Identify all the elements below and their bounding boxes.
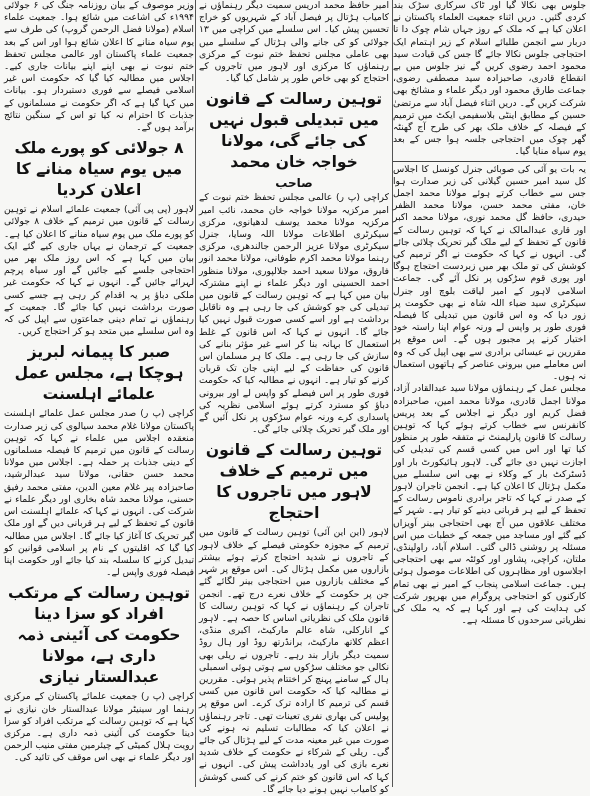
- article-paragraph: لاہور (این این آئی) توہین رسالت کے قانون میں ترمیم کے مجوزہ حکومتی فیصلے کے خلاف لاہور کے تاجروں نے شدید احتجاج کرتے ہوئے بیشتر بازاروں میں مکمل ہڑتال کی۔ اس موقع پر شہر کے مختلف بازاروں میں احتجاجی بینر لگائے گئے جن پر حکومت کے خلاف نعرے درج تھے۔ انجمن تاجران کے رہنماؤں نے کہا کہ توہین رسالت کا قانون ملک کی نظریاتی اساس کا حصہ ہے۔ لاہور کے انارکلی، شاہ عالم مارکیٹ، اکبری منڈی، اعظم کلاتھ مارکیٹ، برانڈرتھ روڈ اور ہال روڈ سمیت دیگر بازار بند رہے۔ تاجروں نے ریلی بھی نکالی جو مختلف سڑکوں سے ہوتی ہوئی اسمبلی ہال کے سامنے پہنچ کر اختتام پذیر ہوئی۔ مقررین نے مطالبہ کیا کہ حکومت اس قانون میں کسی قسم کی ترمیم کا ارادہ ترک کرے۔ اس موقع پر پولیس کی بھاری نفری تعینات تھی۔ تاجر رہنماؤں نے اعلان کیا کہ مطالبات تسلیم نہ ہونے کی صورت میں غیر معینہ مدت کے لیے ہڑتال کی جائے گی۔ ریلی کے شرکاء نے حکومت کے خلاف شدید نعرے بازی کی اور یادداشت پیش کی۔ انہوں نے کہا کہ اس قانون کو ختم کرنے کی کسی کوشش کو کامیاب نہیں ہونے دیا جائے گا۔: [199, 527, 389, 795]
- article-paragraph: کراچی (پ ر) جمعیت علمائے پاکستان کے مرکزی رہنما اور سینیٹر مولانا عبدالستار خان نیازی نے کہا ہے کہ توہین رسالت کے مرتکب افراد کو سزا دینا حکومت کی آئینی ذمہ داری ہے۔ مرکزی رویت ہلال کمیٹی کے چیئرمین مفتی منیب الرحمن اور دیگر علماء نے بھی اس موقف کی تائید کی۔: [4, 691, 194, 764]
- headline: توہین رسالت کے قانون میں ترمیم کے خلاف لاہور میں تاجروں کا احتجاج: [205, 441, 383, 523]
- article-paragraph: کراچی (پ ر) صدر مجلس عمل علمائے اہلسنت پاکستان مولانا غلام محمد سیالوی کی زیر صدارت منعقدہ اجلاس میں علماء نے کہا کہ توہین رسالت کے قانون میں ترمیم کا فیصلہ مسلمانوں کے دینی جذبات پر حملہ ہے۔ اجلاس میں مولانا محمد حسن حقانی، مولانا سید عبدالرشید، صاحبزادہ پیر غلام معین الدین، مفتی محمد رفیق حسنی، مولانا محمد شاہ بخاری اور دیگر علماء نے شرکت کی۔ انہوں نے کہا کہ علمائے اہلسنت اس قانون کے تحفظ کے لیے ہر قربانی دیں گے اور ملک گیر تحریک کا آغاز کیا جائے گا۔ اجلاس میں مطالبہ کیا گیا کہ اقلیتوں کے نام پر اسلامی قوانین کو تبدیل کرنے کا سلسلہ بند کیا جائے اور حکومت اپنا فیصلہ فوری واپس لے۔: [4, 408, 194, 579]
- article-paragraph: مجلس عمل کے رہنماؤں مولانا سید عبدالقادر آزاد، مولانا اجمل قادری، مولانا محمد امین، صاحبزادہ فضل کریم اور دیگر نے اجلاس کے بعد پریس کانفرنس سے خطاب کرتے ہوئے کہا کہ توہین رسالت کا قانون پارلیمنٹ نے متفقہ طور پر منظور کیا تھا اور اس میں کسی قسم کی تبدیلی کی اجازت نہیں دی جائے گی۔ لاہور ہائیکورٹ بار اور ڈسٹرکٹ بار کے وکلاء نے بھی اس سلسلے میں مکمل ہڑتال کا اعلان کیا ہے۔ انجمن تاجران لاہور کے صدر نے کہا کہ تاجر برادری ناموس رسالت کے تحفظ کے لیے ہر قربانی دینے کو تیار ہے۔ شہر کے مختلف علاقوں میں آج بھی احتجاجی بینر آویزاں کیے گئے اور مساجد میں جمعہ کے خطبات میں اس مسئلہ پر روشنی ڈالی گئی۔ اسلام آباد، راولپنڈی، ملتان، کراچی، پشاور اور کوئٹہ سے بھی احتجاجی اجلاسوں اور مظاہروں کی اطلاعات موصول ہوئی ہیں۔ جماعت اسلامی پنجاب کے امیر نے بھی تمام کارکنوں کو احتجاجی پروگرام میں بھرپور شرکت کی ہدایت کی ہے اور کہا ہے کہ یہ ملک کی نظریاتی سرحدوں کا مسئلہ ہے۔: [393, 383, 586, 627]
- article-paragraph: جلوس بھی نکالا گیا اور ٹاک سرکاری سڑک بند کردی گئیں۔ دریں اثناء جمعیت العلماء پاکستان نے اعلان کیا ہے کہ ملک کے روز جہاں شام چوک دا تا دربار سے انجمن طلبائے اسلام کے زیر اہتمام ایک احتجاجی جلوس نکالا جائے گا جس کی قیادت سید محمود احمد رضوی کریں گے نیز جلوس میں بے انقطاع قادری، صاحبزادہ سید مصطفی رضوی، جماعت طارق محمود اور دیگر علماء و مشائخ بھی شرکت کریں گے۔ دریں اثناء فیصل آباد سے مرتضیٰ حسین کے مطابق اینٹی بلاسفیمی ایکٹ میں ترمیم کے فیصلہ کے خلاف ملک بھر کی طرح آج گھنٹہ گھر چوک میں احتجاجی جلسہ ہوا جس کے بعد یوم سیاہ منایا گیا۔: [393, 0, 586, 158]
- article-paragraph: وزیر موصوف کے بیان روزنامہ جنگ کی ۶ جولائی ۱۹۹۴ء کی اشاعت میں شائع ہوا۔ جمعیت علماء اسلام (مولانا فضل الرحمن گروپ) کی طرف سے یوم سیاہ منانے کا اعلان شائع ہوا اور اس کے بعد جمعیت علماء پاکستان اور عالمی مجلس تحفظ ختم نبوت نے بھی اپنے اپنے بیانات جاری کیے۔ اجلاس میں مطالبہ کیا گیا کہ حکومت اس غیر اسلامی فیصلے سے فوری دستبردار ہو۔ بیانات میں کہا گیا ہے کہ اگر حکومت نے مسلمانوں کے جذبات کا احترام نہ کیا تو اس کے سنگین نتائج برآمد ہوں گے۔: [4, 0, 194, 134]
- headline-suffix: صاحب: [275, 176, 313, 191]
- headline: توہین رسالت کے مرتکب افراد کو سزا دینا حکومت کی آئینی ذمہ داری ہے، مولانا عبدالستار نیازی: [8, 584, 190, 687]
- column-divider: [195, 0, 196, 787]
- article-paragraph: امیر حافظ محمد ادریس سمیت دیگر رہنماؤں نے کامیاب ہڑتال پر فیصل آباد کے شہریوں کو خراج تحسین پیش کیا۔ اس سلسلے میں کراچی میں ۱۳ جولائی کو کی جانے والی ہڑتال کے سلسلے میں بھی عاملی مجلس تحفظ ختم نبوت کے مرکزی رہنماؤں کا مرکزی اور لاہور میں تاجروں کے احتجاج کو بھی خاص طور پر شامل کیا گیا۔: [199, 0, 389, 85]
- headline: ۸ جولائی کو پورے ملک میں یوم سیاہ منانے کا اعلان کردیا: [14, 139, 184, 200]
- left-column: [4, 0, 194, 787]
- article-paragraph: کراچی (پ ر) عالمی مجلس تحفظ ختم نبوت کے امیر مرکزیہ مولانا خواجہ خان محمد، نائب امیر مرکزیہ مولانا محمد یوسف لدھیانوی، مرکزی سیکرٹری اطلاعات مولانا اللہ وسایا، جنرل سیکرٹری مولانا عزیز الرحمن جالندھری، مرکزی رہنما مولانا محمد اکرم طوفانی، مولانا محمد انور فاروق، مولانا سعید احمد جلالپوری، مولانا منظور احمد الحسینی اور دیگر علماء نے اپنے مشترکہ بیان میں کہا ہے کہ توہین رسالت کے قانون میں تبدیلی کی جو کوشش کی جا رہی ہے وہ ناقابل برداشت ہے اور اسے کسی صورت قبول نہیں کیا جائے گا۔ انہوں نے کہا کہ اس قانون کے غلط استعمال کا بہانہ بنا کر اسے غیر مؤثر بنانے کی سازش کی جا رہی ہے۔ ملک کا ہر مسلمان اس قانون کی حفاظت کے لیے اپنی جان تک قربان کرنے کو تیار ہے۔ انہوں نے مطالبہ کیا کہ حکومت فوری طور پر اس فیصلے کو واپس لے اور بیرونی دباؤ کو مسترد کرتے ہوئے اسلامی نظریہ کی پاسداری کرے ورنہ عوام سڑکوں پر نکل آئیں گے اور ملک گیر تحریک چلائی جائے گی۔: [199, 192, 389, 436]
- headline: توہین رسالت کے قانون میں تبدیلی قبول نہیں کی جائے گی، مولانا خواجہ خان محمد: [205, 90, 383, 172]
- article-paragraph: لاہور (پی پی آئی) جمعیت علمائے اسلام نے توہین رسالت کے قانون میں ترمیم کے خلاف ۸ جولائی کو پورے ملک میں یوم سیاہ منانے کا اعلان کیا ہے۔ جمعیت کے ترجمان نے یہاں جاری کیے گئے ایک بیان میں کہا ہے کہ اس روز ملک بھر میں احتجاجی جلسے کیے جائیں گے اور سیاہ پرچم لہرائے جائیں گے۔ انہوں نے کہا کہ حکومت غیر ملکی دباؤ پر یہ اقدام کر رہی ہے جسے کسی صورت برداشت نہیں کیا جائے گا۔ جمعیت کے رہنماؤں نے تمام دینی جماعتوں سے اپیل کی کہ وہ اس سلسلے میں متحد ہو کر احتجاج کریں۔: [4, 204, 194, 338]
- middle-column: [199, 0, 389, 795]
- headline: صبر کا پیمانہ لبریز ہوچکا ہے، مجلس عمل علمائے اہلسنت: [14, 343, 184, 404]
- article-paragraph: یہ بات یو آئی کی صوبائی جنرل کونسل کا اجلاس کل سید امیر حسین گیلانی کی زیر صدارت ہوا جس سے خطاب کرتے ہوئے مولانا محمد اجمل خان، مفتی محمد حسن، مولانا محمد الظفر حیدری، حافظ گل محمد نوری، مولانا محمد اکبر اور قاری عبدالمالک نے کہا کہ توہین رسالت کے قانون کے تحفظ کے لیے ملک گیر تحریک چلائی جائے گی۔ انہوں نے کہا کہ حکومت نے اگر ترمیم کی کوشش کی تو ملک بھر میں زبردست احتجاج ہوگا اور پوری قوم سڑکوں پر نکل آئے گی۔ جماعت اسلامی لاہور کے امیر لیاقت بلوچ اور جنرل سیکرٹری سید ضیاء اللہ شاہ نے بھی حکومت پر زور دیا کہ وہ اس قانون میں تبدیلی کا فیصلہ فوری طور پر واپس لے ورنہ عوام اپنا راستہ خود اختیار کرنے پر مجبور ہوں گے۔ اس موقع پر مقررین نے عیسائی برادری سے بھی اپیل کی کہ وہ اس معاملے میں بیرونی عناصر کے ہاتھوں استعمال نہ ہوں۔: [393, 163, 586, 383]
- divider: [393, 161, 586, 162]
- right-column: [393, 0, 586, 787]
